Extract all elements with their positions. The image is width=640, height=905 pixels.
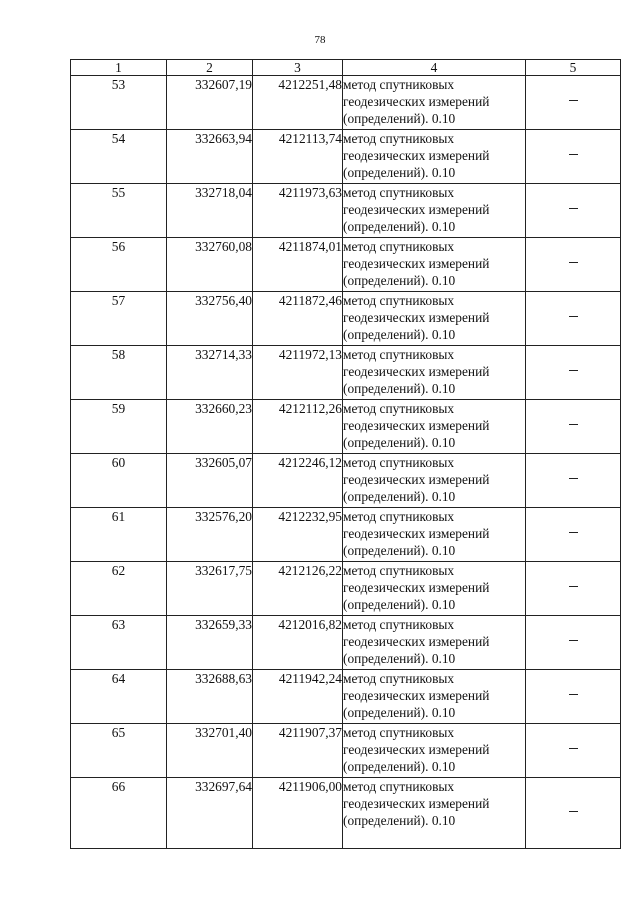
method-line: метод спутниковых xyxy=(343,401,455,416)
x-coordinate-cell: 332663,94 xyxy=(167,130,253,184)
method-line: (определений). 0.10 xyxy=(343,435,456,450)
table-row xyxy=(71,76,621,130)
y-coordinate-cell: 4212251,48 xyxy=(253,76,343,130)
y-coordinate-cell: 4212232,95 xyxy=(253,508,343,562)
column-5-cell xyxy=(526,400,621,454)
column-5-cell xyxy=(526,130,621,184)
method-line: метод спутниковых xyxy=(343,293,455,308)
method-cell xyxy=(343,76,526,130)
method-line: геодезических измерений xyxy=(343,256,490,271)
method-line: геодезических измерений xyxy=(343,526,490,541)
point-number-cell: 60 xyxy=(71,454,167,508)
y-coordinate-cell: 4211942,24 xyxy=(253,670,343,724)
method-cell xyxy=(343,400,526,454)
method-cell xyxy=(343,724,526,778)
method-line: геодезических измерений xyxy=(343,94,490,109)
point-number-cell: 58 xyxy=(71,346,167,400)
column-5-cell xyxy=(526,562,621,616)
method-line: метод спутниковых xyxy=(343,725,455,740)
point-number-cell: 57 xyxy=(71,292,167,346)
x-coordinate-cell: 332659,33 xyxy=(167,616,253,670)
y-coordinate-cell: 4212112,26 xyxy=(253,400,343,454)
method-line: геодезических измерений xyxy=(343,418,490,433)
method-cell xyxy=(343,184,526,238)
method-line: геодезических измерений xyxy=(343,796,490,811)
method-line: метод спутниковых xyxy=(343,185,455,200)
method-line: (определений). 0.10 xyxy=(343,705,456,720)
method-cell xyxy=(343,130,526,184)
table-row xyxy=(71,346,621,400)
table-row xyxy=(71,130,621,184)
dash-mark xyxy=(569,532,578,533)
method-cell xyxy=(343,778,526,849)
table-row xyxy=(71,562,621,616)
x-coordinate-cell: 332617,75 xyxy=(167,562,253,616)
dash-mark xyxy=(569,316,578,317)
dash-mark xyxy=(569,100,578,101)
dash-mark xyxy=(569,424,578,425)
y-coordinate-cell: 4212246,12 xyxy=(253,454,343,508)
point-number-cell: 65 xyxy=(71,724,167,778)
column-5-cell xyxy=(526,508,621,562)
point-number-cell: 64 xyxy=(71,670,167,724)
y-coordinate-cell: 4212113,74 xyxy=(253,130,343,184)
table-row xyxy=(71,724,621,778)
method-line: геодезических измерений xyxy=(343,148,490,163)
x-coordinate-cell: 332718,04 xyxy=(167,184,253,238)
method-line: (определений). 0.10 xyxy=(343,381,456,396)
column-5-cell xyxy=(526,184,621,238)
method-line: метод спутниковых xyxy=(343,779,455,794)
method-line: метод спутниковых xyxy=(343,563,455,578)
table-row xyxy=(71,238,621,292)
dash-mark xyxy=(569,154,578,155)
x-coordinate-cell: 332688,63 xyxy=(167,670,253,724)
method-line: (определений). 0.10 xyxy=(343,543,456,558)
column-header: 5 xyxy=(526,60,621,76)
method-line: метод спутниковых xyxy=(343,671,455,686)
x-coordinate-cell: 332660,23 xyxy=(167,400,253,454)
dash-mark xyxy=(569,640,578,641)
column-header: 1 xyxy=(71,60,167,76)
y-coordinate-cell: 4211972,13 xyxy=(253,346,343,400)
column-5-cell xyxy=(526,292,621,346)
method-line: геодезических измерений xyxy=(343,580,490,595)
method-cell xyxy=(343,670,526,724)
method-line: геодезических измерений xyxy=(343,634,490,649)
y-coordinate-cell: 4211872,46 xyxy=(253,292,343,346)
method-cell xyxy=(343,508,526,562)
x-coordinate-cell: 332756,40 xyxy=(167,292,253,346)
x-coordinate-cell: 332697,64 xyxy=(167,778,253,849)
method-line: (определений). 0.10 xyxy=(343,597,456,612)
method-line: геодезических измерений xyxy=(343,688,490,703)
table-row xyxy=(71,616,621,670)
method-line: геодезических измерений xyxy=(343,742,490,757)
x-coordinate-cell: 332714,33 xyxy=(167,346,253,400)
column-header: 3 xyxy=(253,60,343,76)
x-coordinate-cell: 332576,20 xyxy=(167,508,253,562)
method-line: (определений). 0.10 xyxy=(343,273,456,288)
point-number-cell: 66 xyxy=(71,778,167,849)
y-coordinate-cell: 4211906,00 xyxy=(253,778,343,849)
method-line: (определений). 0.10 xyxy=(343,651,456,666)
method-line: (определений). 0.10 xyxy=(343,219,456,234)
method-line: метод спутниковых xyxy=(343,77,455,92)
dash-mark xyxy=(569,748,578,749)
column-5-cell xyxy=(526,346,621,400)
method-cell xyxy=(343,346,526,400)
method-line: метод спутниковых xyxy=(343,131,455,146)
page-number: 78 xyxy=(314,34,326,46)
method-line: метод спутниковых xyxy=(343,239,455,254)
x-coordinate-cell: 332760,08 xyxy=(167,238,253,292)
method-line: геодезических измерений xyxy=(343,472,490,487)
method-line: метод спутниковых xyxy=(343,509,455,524)
point-number-cell: 55 xyxy=(71,184,167,238)
dash-mark xyxy=(569,811,578,812)
point-number-cell: 62 xyxy=(71,562,167,616)
x-coordinate-cell: 332605,07 xyxy=(167,454,253,508)
method-line: метод спутниковых xyxy=(343,455,455,470)
point-number-cell: 56 xyxy=(71,238,167,292)
dash-mark xyxy=(569,694,578,695)
point-number-cell: 63 xyxy=(71,616,167,670)
dash-mark xyxy=(569,208,578,209)
y-coordinate-cell: 4211907,37 xyxy=(253,724,343,778)
method-line: метод спутниковых xyxy=(343,347,455,362)
method-cell xyxy=(343,292,526,346)
dash-mark xyxy=(569,262,578,263)
table-row xyxy=(71,778,621,849)
y-coordinate-cell: 4212016,82 xyxy=(253,616,343,670)
y-coordinate-cell: 4211874,01 xyxy=(253,238,343,292)
column-5-cell xyxy=(526,238,621,292)
table-row xyxy=(71,454,621,508)
y-coordinate-cell: 4212126,22 xyxy=(253,562,343,616)
y-coordinate-cell: 4211973,63 xyxy=(253,184,343,238)
column-5-cell xyxy=(526,454,621,508)
method-line: геодезических измерений xyxy=(343,310,490,325)
method-line: (определений). 0.10 xyxy=(343,489,456,504)
column-5-cell xyxy=(526,670,621,724)
column-5-cell xyxy=(526,724,621,778)
x-coordinate-cell: 332701,40 xyxy=(167,724,253,778)
method-line: (определений). 0.10 xyxy=(343,327,456,342)
method-line: (определений). 0.10 xyxy=(343,165,456,180)
dash-mark xyxy=(569,370,578,371)
method-line: (определений). 0.10 xyxy=(343,813,456,828)
table-row xyxy=(71,508,621,562)
method-cell xyxy=(343,616,526,670)
method-line: (определений). 0.10 xyxy=(343,759,456,774)
method-line: геодезических измерений xyxy=(343,202,490,217)
column-5-cell xyxy=(526,76,621,130)
dash-mark xyxy=(569,586,578,587)
table-header-row xyxy=(71,60,621,76)
column-5-cell xyxy=(526,778,621,849)
method-cell xyxy=(343,562,526,616)
point-number-cell: 59 xyxy=(71,400,167,454)
point-number-cell: 61 xyxy=(71,508,167,562)
point-number-cell: 53 xyxy=(71,76,167,130)
x-coordinate-cell: 332607,19 xyxy=(167,76,253,130)
column-header: 4 xyxy=(343,60,526,76)
coordinates-table xyxy=(70,59,621,849)
method-line: геодезических измерений xyxy=(343,364,490,379)
method-cell xyxy=(343,454,526,508)
table-row xyxy=(71,184,621,238)
table-row xyxy=(71,292,621,346)
point-number-cell: 54 xyxy=(71,130,167,184)
method-line: (определений). 0.10 xyxy=(343,111,456,126)
dash-mark xyxy=(569,478,578,479)
method-cell xyxy=(343,238,526,292)
table-row xyxy=(71,670,621,724)
table-row xyxy=(71,400,621,454)
column-5-cell xyxy=(526,616,621,670)
column-header: 2 xyxy=(167,60,253,76)
method-line: метод спутниковых xyxy=(343,617,455,632)
